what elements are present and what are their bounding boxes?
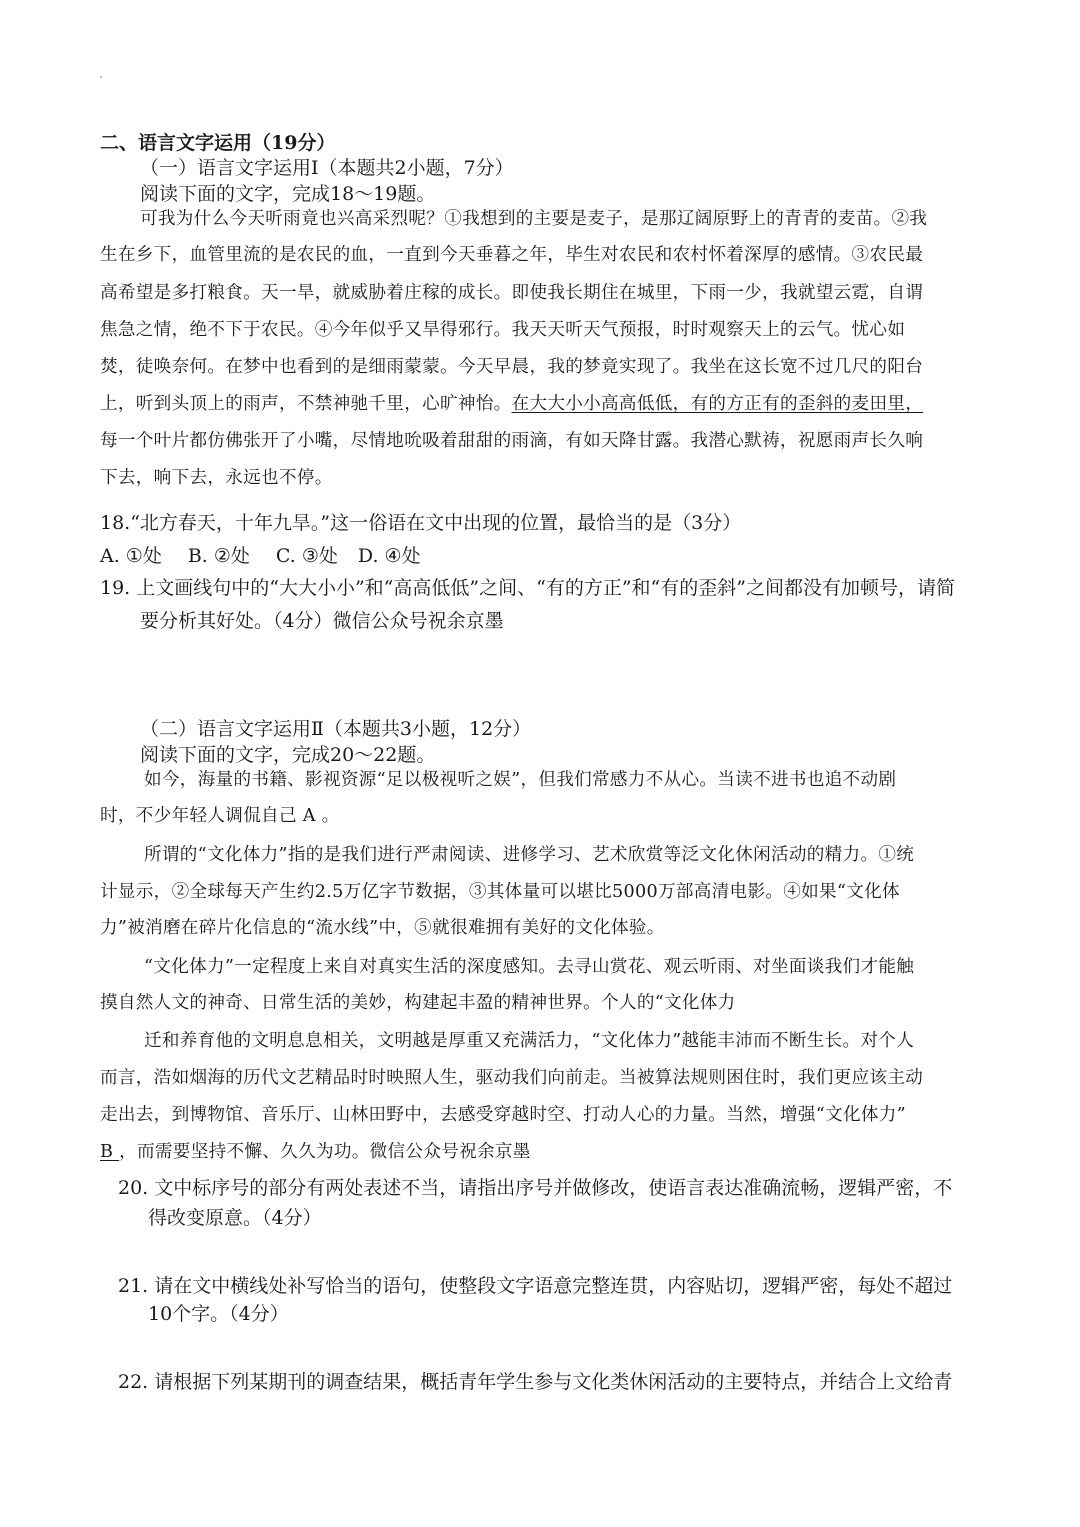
part2-passage-line: 时，不少年轻人调侃自己 A 。 [100,806,340,826]
part1-passage-line: 下去，响下去，永远也不停。 [100,468,333,488]
part1-title: （一）语言文字运用Ⅰ（本题共2小题，7分） [140,157,514,179]
question-20-line: 得改变原意。（4分） [148,1207,322,1229]
question-19-line: 要分析其好处。（4分）微信公众号祝余京墨 [140,610,504,632]
question-20-line: 20. 文中标序号的部分有两处表述不当，请指出序号并做修改，使语言表达准确流畅，逻辑严密，不 [118,1177,953,1199]
part2-passage-line: 迁和养育他的文明息息相关，文明越是厚重又充满活力，“文化体力”越能丰沛而不断生长。对个人 [144,1031,915,1051]
question-19-line: 19. 上文画线句中的“大大小小”和“高高低低”之间、“有的方正”和“有的歪斜”之间都没有加顿号，请简 [100,577,955,599]
part1-passage-line: 可我为什么今天听雨竟也兴高采烈呢？①我想到的主要是麦子，是那辽阔原野上的青青的麦苗。②我 [140,209,928,229]
part1-passage-line [100,394,923,415]
underlined-sentence: 在大大小小高高低低，有的方正有的歪斜的麦田里， [511,394,924,414]
part2-passage-line: 摸自然人文的神奇、日常生活的美妙，构建起丰盈的精神世界。个人的“文化体力 [100,993,736,1013]
part2-passage-line: 力”被消磨在碎片化信息的“流水线”中，⑤就很难拥有美好的文化体验。 [100,918,665,938]
part1-passage-line: 高希望是多打粮食。天一旱，就威胁着庄稼的成长。即使我长期住在城里，下雨一少，我就望云霓，自谓 [100,283,924,303]
question-18-options [100,545,447,568]
part1-passage-line: 每一个叶片都仿佛张开了小嘴，尽情地吮吸着甜甜的雨滴，有如天降甘露。我潜心默祷，祝愿雨声长久响 [100,431,924,451]
option-d: D. ④处 [357,545,421,567]
part2-passage-line: 所谓的“文化体力”指的是我们进行严肃阅读、进修学习、艺术欣赏等泛文化休闲活动的精力。①统 [144,845,915,865]
part1-instruction: 阅读下面的文字，完成18～19题。 [140,183,436,205]
passage-text: 上，听到头顶上的雨声，不禁神驰千里，心旷神怡。 [100,394,512,414]
part2-title: （二）语言文字运用Ⅱ（本题共3小题，12分） [140,718,532,740]
question-22-line: 22. 请根据下列某期刊的调查结果，概括青年学生参与文化类休闲活动的主要特点，并结合上文给青 [118,1371,953,1393]
blank-b: B [100,1142,120,1162]
option-b: B. ②处 [187,545,250,567]
option-c: C. ③处 [275,545,338,567]
section-title: 二、语言文字运用（19分） [100,132,336,154]
part2-passage-line [100,1142,531,1163]
part1-passage-line: 焚，徒唤奈何。在梦中也看到的是细雨蒙蒙。今天早晨，我的梦竟实现了。我坐在这长宽不过几尺的阳台 [100,357,924,377]
part1-passage-line: 焦急之情，绝不下于农民。④今年似乎又旱得邪行。我天天听天气预报，时时观察天上的云气。忧心如 [100,320,906,340]
scan-speck [100,76,102,78]
passage-text: ，而需要坚持不懈、久久为功。微信公众号祝余京墨 [119,1142,531,1162]
part2-passage-line: 走出去，到博物馆、音乐厅、山林田野中，去感受穿越时空、打动人心的力量。当然，增强“文化体力” [100,1105,906,1125]
part2-passage-line: 而言，浩如烟海的历代文艺精品时时映照人生，驱动我们向前走。当被算法规则困住时，我们更应该主动 [100,1068,924,1088]
option-a: A. ①处 [100,545,162,567]
part1-passage-line: 生在乡下，血管里流的是农民的血，一直到今天垂暮之年，毕生对农民和农村怀着深厚的感情。③农民最 [100,245,924,265]
part2-passage-line: 如今，海量的书籍、影视资源“足以极视听之娱”，但我们常感力不从心。当读不进书也追不动剧 [144,770,897,790]
question-21-line: 21. 请在文中横线处补写恰当的语句，使整段文字语意完整连贯，内容贴切，逻辑严密，每处不超过 [118,1275,953,1297]
question-18-stem: 18.“北方春天，十年九旱。”这一俗语在文中出现的位置，最恰当的是（3分） [100,512,742,534]
part2-instruction: 阅读下面的文字，完成20～22题。 [140,744,436,766]
question-21-line: 10个字。（4分） [148,1303,289,1325]
part2-passage-line: 计显示，②全球每天产生约2.5万亿字节数据，③其体量可以堪比5000万部高清电影。④如果“文化体 [100,882,900,902]
part2-passage-line: “文化体力”一定程度上来自对真实生活的深度感知。去寻山赏花、观云听雨、对坐面谈我们才能触 [144,957,915,977]
